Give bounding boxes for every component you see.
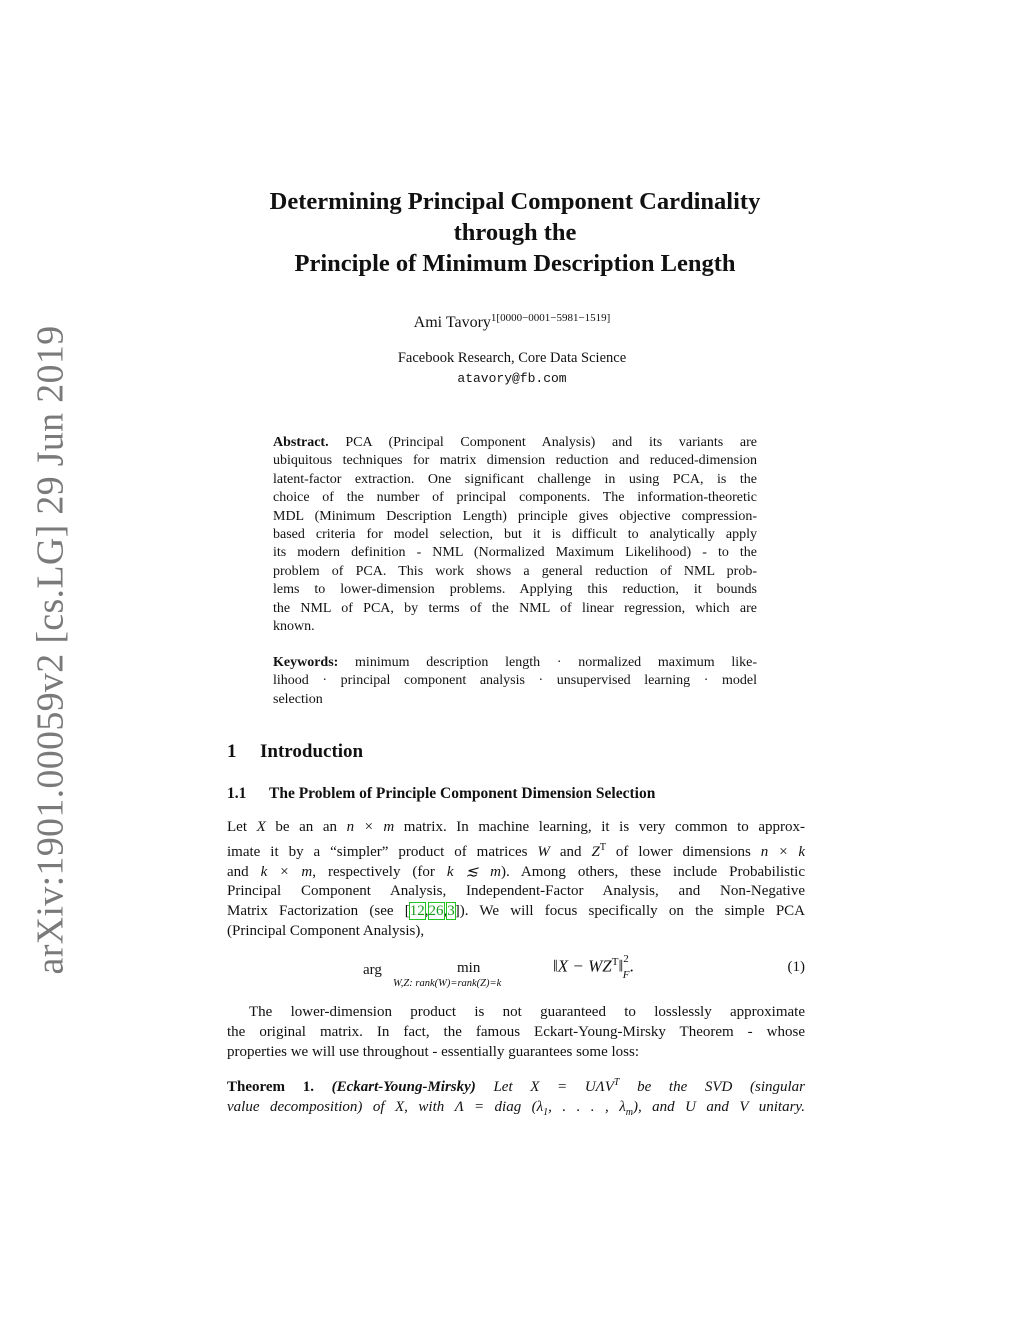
subsection-title: The Problem of Principle Component Dimension Selection <box>269 785 656 802</box>
paragraph-eckart: The lower-dimension product is not guaranteed to losslessly approximate the original matrix. In fact, the famous Eckart-Young-Mirsky Theorem - whose properties we will use throughout - essentially guarantees some loss: <box>227 1004 805 1060</box>
section-title: Introduction <box>260 741 364 762</box>
subsection-number: 1.1 <box>227 785 247 802</box>
theorem-label: Theorem 1. <box>227 1079 314 1095</box>
theorem-name: (Eckart-Young-Mirsky) <box>331 1079 476 1095</box>
abstract-line: latent-factor extraction. One significant challenge in using PCA, is the <box>273 471 757 487</box>
title-line-3: Principle of Minimum Description Length <box>294 250 736 277</box>
equation-1 <box>227 953 805 993</box>
abstract-line: choice of the number of principal components. The information-theoretic <box>273 490 757 506</box>
abstract-line: its modern definition - NML (Normalized Maximum Likelihood) - to the <box>273 545 757 561</box>
equation-number: (1) <box>787 959 805 975</box>
abstract-line: MDL (Minimum Description Length) principle gives objective compression- <box>273 508 757 524</box>
keywords <box>273 654 757 709</box>
author-affiliation: Facebook Research, Core Data Science <box>397 350 627 366</box>
keywords-line: lihood · principal component analysis · unsupervised learning · model <box>273 673 757 689</box>
abstract <box>273 434 757 636</box>
abstract-line: ubiquitous techniques for matrix dimension reduction and reduced-dimension <box>273 453 757 469</box>
paragraph-intro: Let X be an an n × m matrix. In machine learning, it is very common to approx- imate it by a “simpler” product of matrices W and $Z^T$ of lower dimensions n × k and k × m, respectively (for k ≲ m). Among others, these include Probabilistic Principal Component Analysis, Independent-Factor Analysis, and Non-Negative Matrix Factorization (see [12,26,3]). We will focus specifically on the simple PCA (Principal Component Analysis), <box>227 819 806 939</box>
abstract-line: known. <box>273 619 315 635</box>
eq-norm: ‖X − $WZ^T‖^2_F$. <box>553 952 634 981</box>
keywords-label: Keywords: <box>273 655 339 670</box>
author-orcid[interactable]: 1[0000−0001−5981−1519] <box>490 312 611 324</box>
abstract-line: problem of PCA. This work shows a general reduction of NML prob- <box>273 563 757 579</box>
citation-link[interactable]: 3 <box>447 903 455 920</box>
title-line-2: through the <box>453 219 577 246</box>
subsection-heading <box>227 785 655 803</box>
eq-arg: arg <box>363 962 382 978</box>
arxiv-id[interactable]: arXiv:1901.00059v2 [cs.LG] 29 Jun 2019 <box>29 325 72 975</box>
keywords-line: selection <box>273 691 323 707</box>
arxiv-stamp <box>20 325 80 975</box>
citation-link[interactable]: 26 <box>428 903 444 920</box>
abstract-label: Abstract. <box>273 435 329 450</box>
section-heading-introduction <box>227 741 363 763</box>
paper-title <box>180 186 850 279</box>
abstract-line: PCA (Principal Component Analysis) and its variants are <box>345 435 758 450</box>
theorem-1: Theorem 1. (Eckart-Young-Mirsky) Let $X = U\Lambda V^T$ be the SVD (singular value decomposition) of X, with Λ = diag ($\lambda_1$, . . . , $\lambda_m$), and U and V unitary. <box>227 1077 806 1118</box>
title-line-1: Determining Principal Component Cardinality <box>269 188 761 215</box>
abstract-line: the NML of PCA, by terms of the NML of linear regression, which are <box>273 600 757 616</box>
eq-subscript: W,Z: rank(W)=rank(Z)=k <box>393 978 502 989</box>
abstract-line: lems to lower-dimension problems. Applying this reduction, it bounds <box>273 582 757 598</box>
citation-link[interactable]: 12 <box>409 903 425 920</box>
keywords-line: minimum description length · normalized maximum like- <box>355 655 758 670</box>
author-line <box>0 312 1024 332</box>
eq-min: min <box>457 960 481 976</box>
section-number: 1 <box>227 741 237 762</box>
author-email[interactable]: atavory@fb.com <box>457 371 567 386</box>
abstract-line: based criteria for model selection, but it is difficult to analytically apply <box>273 527 757 543</box>
author-name: Ami Tavory <box>413 314 491 331</box>
